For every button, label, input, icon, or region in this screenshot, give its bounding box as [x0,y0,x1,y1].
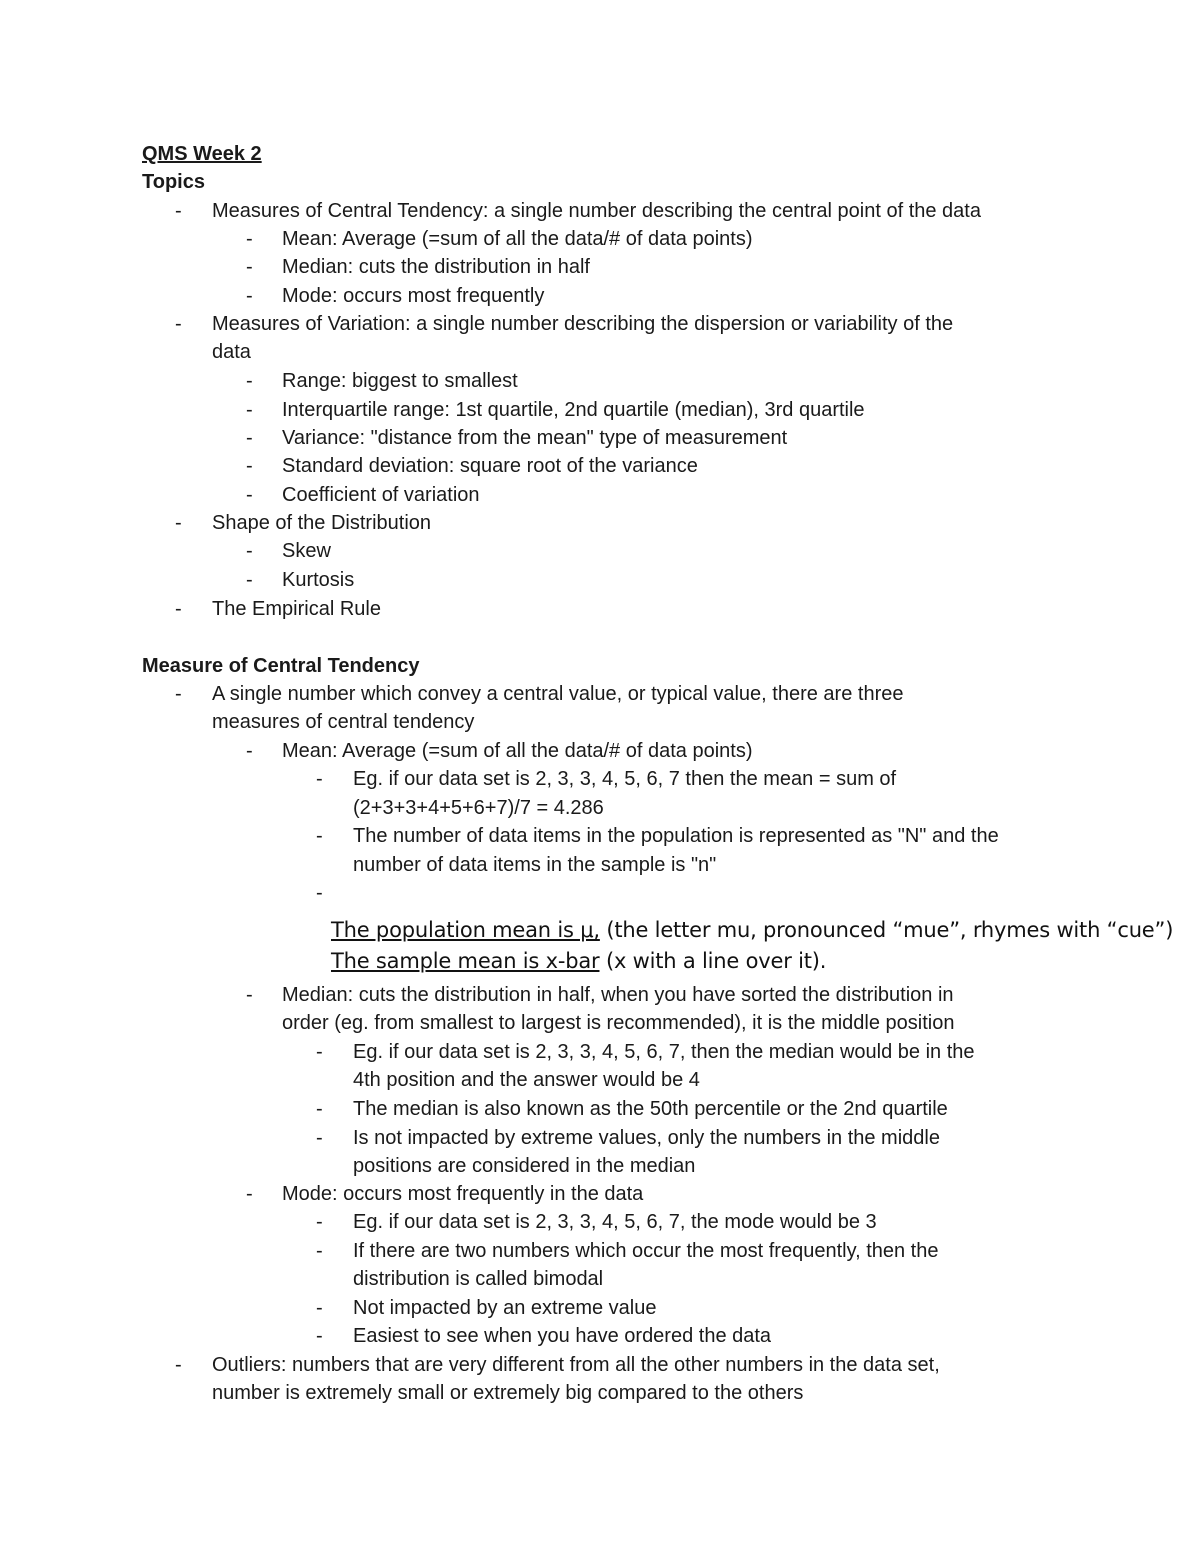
list-item: Is not impacted by extreme values, only the numbers in the middle [353,1127,940,1149]
bullet-dash: - [175,313,182,335]
bullet-dash: - [246,569,253,591]
bullet-dash: - [246,1183,253,1205]
bullet-dash: - [246,740,253,762]
bullet-dash: - [246,370,253,392]
list-item: Outliers: numbers that are very different from all the other numbers in the data set, [212,1354,940,1376]
bullet-dash: - [316,882,323,904]
list-item: Easiest to see when you have ordered the data [353,1325,772,1347]
bullet-dash: - [246,285,253,307]
list-item: Variance: "distance from the mean" type of measurement [282,427,788,449]
list-item-continuation: number of data items in the sample is "n" [353,854,717,876]
list-item: Kurtosis [282,569,355,591]
list-item: Mean: Average (=sum of all the data/# of data points) [282,740,753,762]
list-item: The number of data items in the population is represented as "N" and the [353,825,999,847]
list-item: Eg. if our data set is 2, 3, 3, 4, 5, 6, 7, then the median would be in the [353,1041,975,1063]
bullet-dash: - [246,484,253,506]
list-item-continuation: number is extremely small or extremely big compared to the others [212,1382,804,1404]
bullet-dash: - [316,1098,323,1120]
bullet-dash: - [246,540,253,562]
bullet-dash: - [246,984,253,1006]
bullet-dash: - [246,256,253,278]
bullet-dash: - [246,399,253,421]
bullet-dash: - [316,768,323,790]
list-item-continuation: positions are considered in the median [353,1155,696,1177]
list-item: Mode: occurs most frequently in the data [282,1183,644,1205]
section-heading: Measure of Central Tendency [142,655,420,677]
list-item: Eg. if our data set is 2, 3, 3, 4, 5, 6, 7 then the mean = sum of [353,768,897,790]
sample-mean-note [331,946,826,976]
list-item: A single number which convey a central value, or typical value, there are three [212,683,904,705]
list-item-continuation: data [212,341,251,363]
population-mean-label: The population mean is μ, [331,918,600,942]
list-item: Eg. if our data set is 2, 3, 3, 4, 5, 6, 7, the mode would be 3 [353,1211,877,1233]
bullet-dash: - [175,683,182,705]
list-item: Measures of Central Tendency: a single number describing the central point of the data [212,200,981,222]
bullet-dash: - [246,427,253,449]
sample-mean-label: The sample mean is x-bar [331,949,600,973]
bullet-dash: - [316,1211,323,1233]
list-item: Shape of the Distribution [212,512,432,534]
bullet-dash: - [316,1325,323,1347]
list-item: Interquartile range: 1st quartile, 2nd quartile (median), 3rd quartile [282,399,865,421]
bullet-dash: - [175,200,182,222]
bullet-dash: - [316,1240,323,1262]
sample-mean-detail: (x with a line over it). [599,949,827,973]
list-item: Median: cuts the distribution in half [282,256,590,278]
bullet-dash: - [316,825,323,847]
bullet-dash: - [316,1127,323,1149]
bullet-dash: - [246,228,253,250]
list-item: The median is also known as the 50th percentile or the 2nd quartile [353,1098,948,1120]
list-item: Mode: occurs most frequently [282,285,545,307]
list-item-continuation: 4th position and the answer would be 4 [353,1069,700,1091]
list-item: Skew [282,540,331,562]
list-item: Mean: Average (=sum of all the data/# of data points) [282,228,753,250]
list-item: Range: biggest to smallest [282,370,518,392]
list-item: Measures of Variation: a single number describing the dispersion or variability of the [212,313,954,335]
list-item-continuation: (2+3+3+4+5+6+7)/7 = 4.286 [353,797,604,819]
list-item-continuation: distribution is called bimodal [353,1268,604,1290]
page-title: QMS Week 2 [142,143,262,165]
population-mean-note [331,915,1173,945]
list-item: Median: cuts the distribution in half, when you have sorted the distribution in [282,984,954,1006]
bullet-dash: - [175,598,182,620]
list-item: Not impacted by an extreme value [353,1297,657,1319]
bullet-dash: - [316,1297,323,1319]
population-mean-detail: (the letter mu, pronounced “mue”, rhymes with “cue”) [599,918,1174,942]
bullet-dash: - [316,1041,323,1063]
list-item: The Empirical Rule [212,598,381,620]
bullet-dash: - [175,512,182,534]
list-item-continuation: measures of central tendency [212,711,475,733]
bullet-dash: - [175,1354,182,1376]
topics-heading: Topics [142,171,205,193]
list-item: Coefficient of variation [282,484,480,506]
list-item: Standard deviation: square root of the variance [282,455,698,477]
list-item: If there are two numbers which occur the most frequently, then the [353,1240,939,1262]
bullet-dash: - [246,455,253,477]
list-item-continuation: order (eg. from smallest to largest is recommended), it is the middle position [282,1012,955,1034]
